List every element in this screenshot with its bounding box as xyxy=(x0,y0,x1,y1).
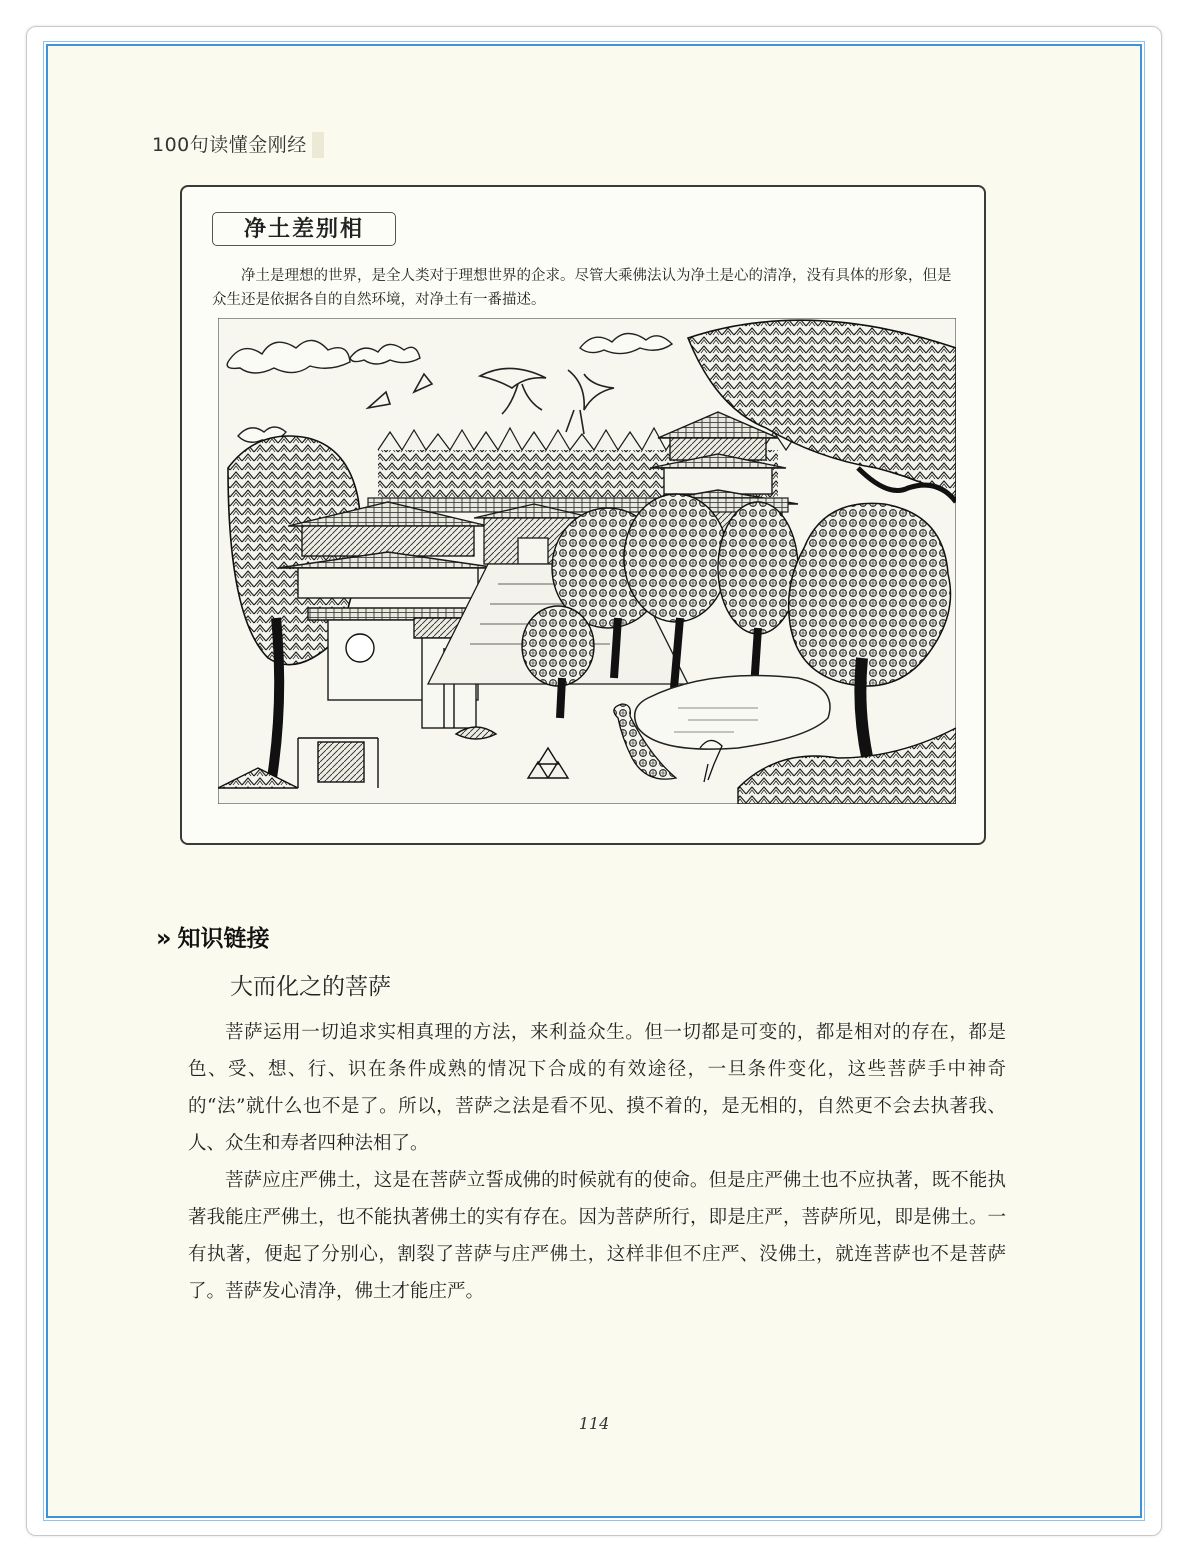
section-heading xyxy=(156,920,270,953)
double-chevron-icon: » xyxy=(156,924,172,952)
section-subheading: 大而化之的菩萨 xyxy=(230,974,391,1000)
pure-land-illustration xyxy=(218,318,956,804)
running-head-bar xyxy=(312,132,324,158)
running-head-text: 100句读懂金刚经 xyxy=(152,134,307,156)
body-paragraph: 菩萨应庄严佛土，这是在菩萨立誓成佛的时候就有的使命。但是庄严佛土也不应执著，既不能执著我能庄严佛土，也不能执著佛土的实有存在。因为菩萨所行，即是庄严，菩萨所见，即是佛土。一有执著，便起了分别心，割裂了菩萨与庄严佛土，这样非但不庄严、没佛土，就连菩萨也不是菩萨了。菩萨发心清净，佛土才能庄严。 xyxy=(188,1170,1006,1302)
body-paragraph: 菩萨运用一切追求实相真理的方法，来利益众生。但一切都是可变的，都是相对的存在，都是色、受、想、行、识在条件成熟的情况下合成的有效途径，一旦条件变化，这些菩萨手中神奇的“法”就什么也不是了。所以，菩萨之法是看不见、摸不着的，是无相的，自然更不会去执著我、人、众生和寿者四种法相了。 xyxy=(188,1022,1006,1154)
illustration-caption: 净土是理想的世界，是全人类对于理想世界的企求。尽管大乘佛法认为净土是心的清净，没有具体的形象，但是众生还是依据各自的自然环境，对净土有一番描述。 xyxy=(212,268,952,308)
illustration-title: 净土差别相 xyxy=(212,212,396,246)
page-number: 114 xyxy=(578,1414,610,1433)
body-text xyxy=(188,1014,1006,1310)
section-heading-text: 知识链接 xyxy=(177,926,270,952)
running-head xyxy=(152,130,307,157)
